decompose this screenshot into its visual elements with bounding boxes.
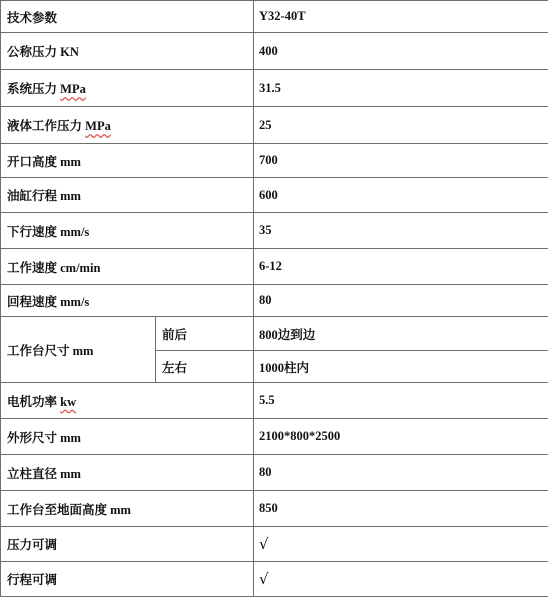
row-value: 5.5 — [254, 383, 548, 419]
row-label: 工作速度 cm/min — [1, 249, 254, 285]
row-label: 下行速度 mm/s — [1, 213, 254, 249]
table-row — [1, 1, 548, 33]
table-row — [1, 107, 548, 144]
table-row — [1, 317, 548, 351]
table-row — [1, 249, 548, 285]
row-label-unit: MPa — [60, 82, 86, 96]
row-value: Y32-40T — [254, 1, 548, 33]
row-value: 31.5 — [254, 70, 548, 107]
row-value: 600 — [254, 178, 548, 213]
row-label-cell — [1, 383, 254, 419]
sub-row-label: 前后 — [156, 317, 254, 351]
row-label-cell — [1, 70, 254, 107]
table-row — [1, 383, 548, 419]
row-value: 400 — [254, 33, 548, 70]
sub-row-label: 左右 — [156, 351, 254, 383]
row-value: 700 — [254, 144, 548, 178]
row-label: 公称压力 KN — [1, 33, 254, 70]
row-label: 技术参数 — [1, 1, 254, 33]
row-value: 80 — [254, 455, 548, 491]
row-label: 回程速度 mm/s — [1, 285, 254, 317]
row-label: 系统压力 — [7, 82, 61, 96]
row-label: 外形尺寸 mm — [1, 419, 254, 455]
row-label: 油缸行程 mm — [1, 178, 254, 213]
check-icon: √ — [254, 562, 548, 597]
table-row — [1, 70, 548, 107]
row-value: 25 — [254, 107, 548, 144]
row-label: 开口高度 mm — [1, 144, 254, 178]
row-label: 工作台尺寸 mm — [1, 317, 156, 383]
table-row — [1, 285, 548, 317]
table-row — [1, 419, 548, 455]
table-row — [1, 213, 548, 249]
row-label: 立柱直径 mm — [1, 455, 254, 491]
row-value: 80 — [254, 285, 548, 317]
row-label: 压力可调 — [1, 527, 254, 562]
sub-row-value: 800边到边 — [254, 317, 548, 351]
table-row — [1, 144, 548, 178]
row-label-unit: kw — [60, 394, 77, 409]
table-row — [1, 455, 548, 491]
check-icon: √ — [254, 527, 548, 562]
row-value: 35 — [254, 213, 548, 249]
row-label: 电机功率 — [7, 394, 61, 409]
table-row — [1, 527, 548, 562]
row-value: 6-12 — [254, 249, 548, 285]
row-label: 工作台至地面高度 mm — [1, 491, 254, 527]
table-row — [1, 491, 548, 527]
table-row — [1, 33, 548, 70]
table-row — [1, 178, 548, 213]
row-value: 850 — [254, 491, 548, 527]
sub-row-value: 1000柱内 — [254, 351, 548, 383]
table-row — [1, 562, 548, 597]
row-label: 行程可调 — [1, 562, 254, 597]
row-label-cell — [1, 107, 254, 144]
row-value: 2100*800*2500 — [254, 419, 548, 455]
row-label: 液体工作压力 — [7, 119, 86, 133]
row-label-unit: MPa — [85, 119, 111, 133]
